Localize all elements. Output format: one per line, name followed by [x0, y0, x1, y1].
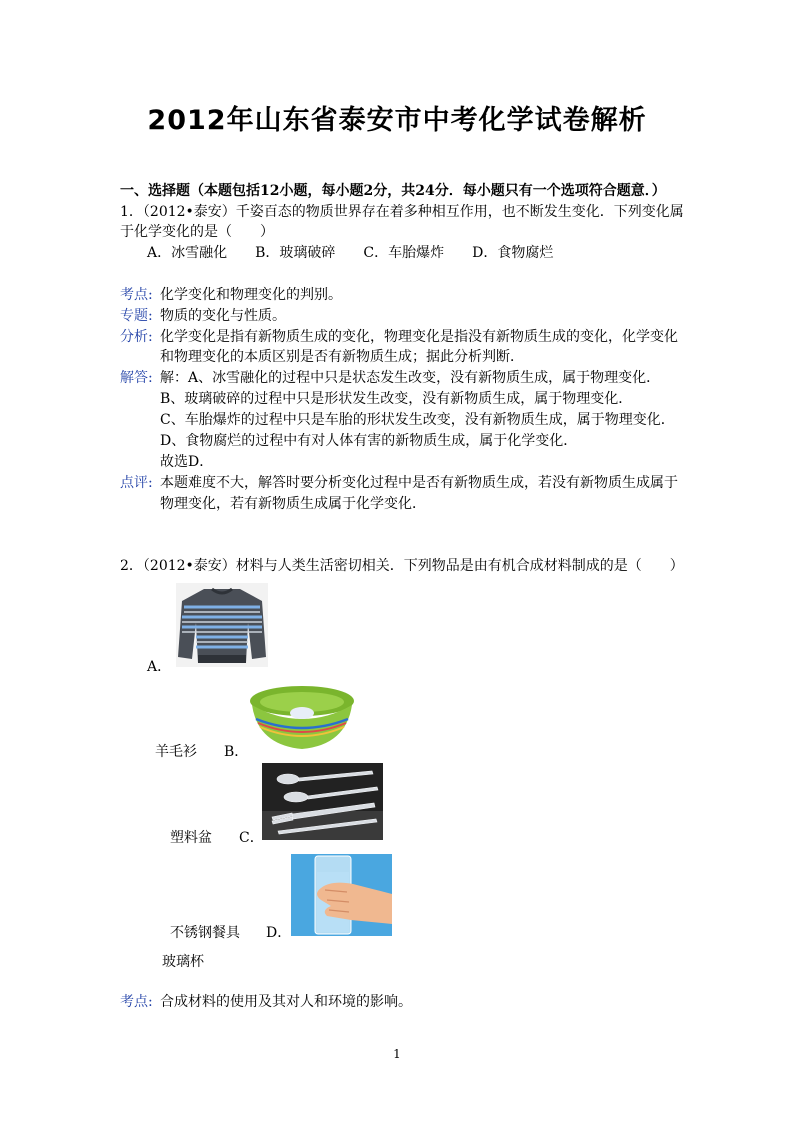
page-number: 1	[393, 1047, 401, 1061]
q1-stem-line1: 1．（2012•泰安）千姿百态的物质世界存在着多种相互作用，也不断发生变化．下列变化属	[120, 204, 684, 220]
q1-jieda-text-5: 故选D．	[160, 454, 214, 470]
q1-kaodian-text: 化学变化和物理变化的判别。	[160, 287, 342, 303]
sweater-image	[176, 583, 268, 667]
q2-stem: 2．（2012•泰安）材料与人类生活密切相关．下列物品是由有机合成材料制成的是（ ）	[120, 558, 684, 574]
q2-kaodian-label: 考点:	[120, 994, 153, 1010]
q2-option-a-name: 羊毛衫	[155, 744, 197, 760]
q2-option-b-letter: B．	[224, 744, 249, 760]
tableware-image	[262, 763, 383, 840]
q1-dianping-label: 点评:	[120, 475, 153, 491]
q2-option-a-letter: A．	[147, 659, 172, 675]
q1-jieda-label: 解答:	[120, 370, 153, 386]
section-heading: 一、选择题（本题包括12小题，每小题2分，共24分．每小题只有一个选项符合题意．）	[120, 183, 666, 199]
q2-option-c-letter: C．	[239, 830, 264, 846]
q2-option-b-name: 塑料盆	[170, 830, 212, 846]
document-title: 2012年山东省泰安市中考化学试卷解析	[147, 105, 647, 136]
q1-fenxi-text-1: 化学变化是指有新物质生成的变化，物理变化是指没有新物质生成的变化，化学变化	[160, 329, 678, 345]
glass-cup-image	[291, 854, 392, 936]
q1-stem-line2: 于化学变化的是（ ）	[120, 224, 274, 240]
plastic-basin-image	[248, 683, 356, 755]
q1-jieda-text-2: B、玻璃破碎的过程中只是形状发生改变，没有新物质生成，属于物理变化．	[160, 391, 633, 407]
q1-kaodian-label: 考点:	[120, 287, 153, 303]
q1-jieda-text-1: 解：A、冰雪融化的过程中只是状态发生改变，没有新物质生成，属于物理变化．	[160, 370, 661, 386]
q1-fenxi-label: 分析:	[120, 329, 153, 345]
q2-kaodian-text: 合成材料的使用及其对人和环境的影响。	[160, 994, 412, 1010]
q1-dianping-text-2: 物理变化，若有新物质生成属于化学变化．	[160, 496, 426, 512]
q1-dianping-text-1: 本题难度不大，解答时要分析变化过程中是否有新物质生成，若没有新物质生成属于	[160, 475, 678, 491]
q1-zhuanti-label: 专题:	[120, 308, 153, 324]
q1-fenxi-text-2: 和物理变化的本质区别是否有新物质生成；据此分析判断．	[160, 349, 524, 365]
q1-jieda-text-4: D、食物腐烂的过程中有对人体有害的新物质生成，属于化学变化．	[160, 433, 578, 449]
q2-option-d-letter: D．	[266, 925, 292, 941]
q1-options: A．冰雪融化 B．玻璃破碎 C．车胎爆炸 D．食物腐烂	[147, 245, 554, 261]
q2-option-c-name: 不锈钢餐具	[170, 925, 240, 941]
q1-zhuanti-text: 物质的变化与性质。	[160, 308, 286, 324]
q1-jieda-text-3: C、车胎爆炸的过程中只是车胎的形状发生改变，没有新物质生成，属于物理变化．	[160, 412, 675, 428]
q2-option-d-name: 玻璃杯	[162, 954, 204, 970]
